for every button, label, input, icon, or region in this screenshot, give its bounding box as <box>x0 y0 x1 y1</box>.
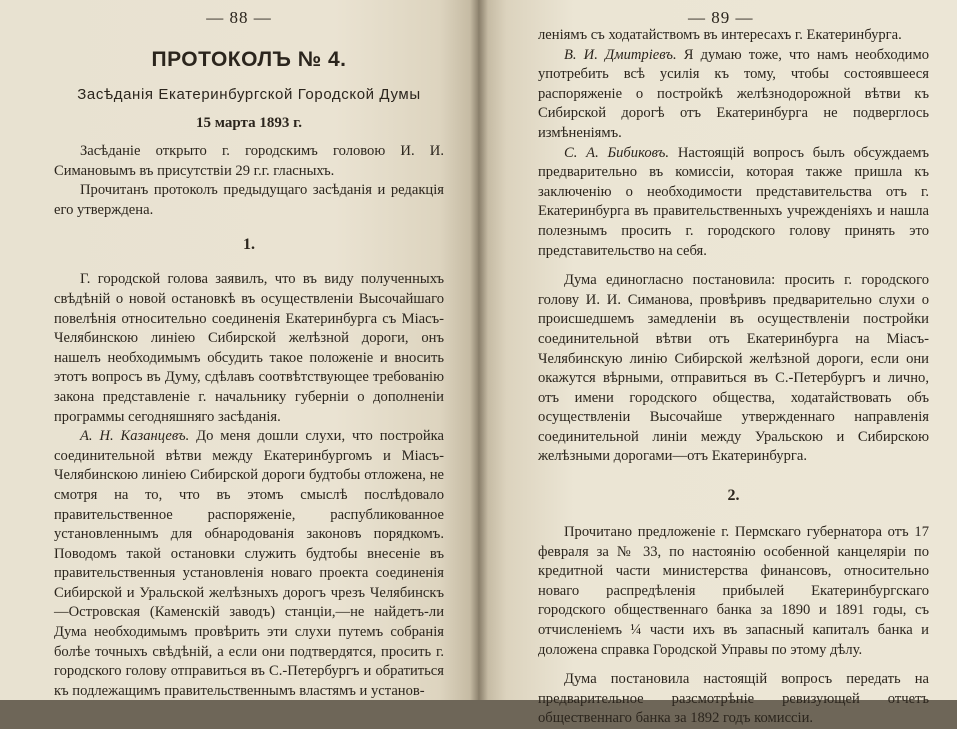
session-date: 15 марта 1893 г. <box>196 115 302 131</box>
speaker-name: А. Н. Казанцевъ. <box>80 428 190 445</box>
page-number-right: — 89 — <box>688 8 754 27</box>
right-page <box>478 0 957 727</box>
paragraph-duma-decision: Дума постановила настоящій вопросъ передать на предварительное разсмотрѣніе ревизующей отчетъ общественнаго банка за 1892 годъ комиссіи. <box>538 671 929 727</box>
book-gutter <box>470 0 488 700</box>
spacer <box>538 261 929 271</box>
page-number-left: — 88 — <box>206 8 272 27</box>
section-number-2: 2. <box>727 487 740 505</box>
paragraph-opening: Засѣданіе открыто г. городскимъ головою И. И. Симановымъ въ присутствіи 29 г.г. гласныхъ. <box>54 143 444 179</box>
section-number-1: 1. <box>243 236 255 254</box>
paragraph-previous-protocol: Прочитанъ протоколъ предыдущаго засѣданія и редакція его утверждена. <box>54 182 444 218</box>
paragraph-mayor-statement: Г. городской голова заявилъ, что въ виду полученныхъ свѣдѣній о новой остановкѣ въ осуществленіи Высочайшаго повелѣнія относительно соединенія Екатеринбурга съ Міасъ-Челябинскою линіею Сибирской желѣзной дороги, онъ нашелъ необходимымъ обсудить такое положеніе и вносить этотъ вопросъ въ Думу, сдѣлавъ соотвѣтствующее требованію закона представленіе г. начальнику губерніи о дополненіи программы сегодняшняго засѣданія. <box>54 271 444 425</box>
paragraph-continuation: леніямъ съ ходатайствомъ въ интересахъ г. Екатеринбурга. <box>538 27 902 43</box>
speech-text: Настоящій вопросъ былъ обсуждаемъ предварительно въ комиссіи, которая также пришла къ заключенію о необходимости представительства отъ г. Екатеринбурга въ правительственныхъ учрежденіяхъ и нашла полезнымъ просить г. городского голову принять это представительство на себя. <box>538 144 929 259</box>
paragraph-bibikov <box>538 144 929 262</box>
left-page <box>0 0 478 700</box>
paragraph-dmitriev <box>538 46 929 144</box>
speaker-name: В. И. Дмитріевъ. <box>564 46 677 63</box>
paragraph-kazantsev <box>54 427 444 701</box>
speech-text: Я думаю тоже, что намъ необходимо употребить всѣ усилія къ тому, чтобы состоявшееся распоряженіе о постройкѣ желѣзнодорожной вѣтви къ Сибирской дорогѣ отъ Екатеринбурга не подверглось измѣненіямъ. <box>538 46 929 141</box>
spacer <box>538 660 929 670</box>
speech-text: До меня дошли слухи, что постройка соединительной вѣтви между Екатеринбургомъ и Міасъ-Челябинскою линіею Сибирской дороги будтобы отложена, не смотря на то, что въ этомъ смыслѣ послѣдовало правительственное распоряженіе, распубликованное установленнымъ для обнародованія законовъ порядкомъ. Поводомъ такой остановки служить будтобы внесеніе въ правительственныя установленія новаго проекта соединенія Сибирской и Уральской желѣзныхъ дорогъ чрезъ Челябинскъ—Островская (Каменскій заводъ) станціи,—не найдетъ-ли Дума необходимымъ провѣрить эти слухи путемъ собранія болѣе точныхъ свѣдѣній, а если они подтвердятся, просить г. городского голову отправиться въ С.-Петербургъ и обратиться къ подлежащимъ правительственнымъ властямъ и установ- <box>54 428 444 699</box>
protocol-subtitle: Засѣданія Екатеринбургской Городской Думы <box>77 86 421 103</box>
speaker-name: С. А. Бибиковъ. <box>564 144 670 161</box>
paragraph-governor-proposal: Прочитано предложеніе г. Пермскаго губернатора отъ 17 февраля за № 33, по настоянію особенной канцеляріи по кредитной части министерства финансовъ, относительно новаго распредѣленія прибылей Екатеринбургскаго городского общественнаго банка за 1890 и 1891 годы, съ отчисленіемъ ¼ части ихъ въ запасный капиталъ банка и доложена справка Городской Управы по этому дѣлу. <box>538 524 929 658</box>
paragraph-duma-resolution: Дума единогласно постановила: просить г. городского голову И. И. Симанова, провѣривъ предварительно слухи о происшедшемъ замедленіи въ осуществленіи постройки соединительной вѣтви отъ Екатеринбурга на Міасъ-Челябинскую линію Сибирской желѣзной дороги, если они окажутся вѣрными, отправиться въ С.-Петербургъ и лично, отъ имени городского общества, ходатайствовать объ осуществленіи Высочайше утвержденнаго направленія соединительной линіи между Уральскою и Сибирскою желѣзными дорогами—отъ Екатеринбурга. <box>538 272 929 465</box>
protocol-title: ПРОТОКОЛЪ № 4. <box>151 48 347 71</box>
